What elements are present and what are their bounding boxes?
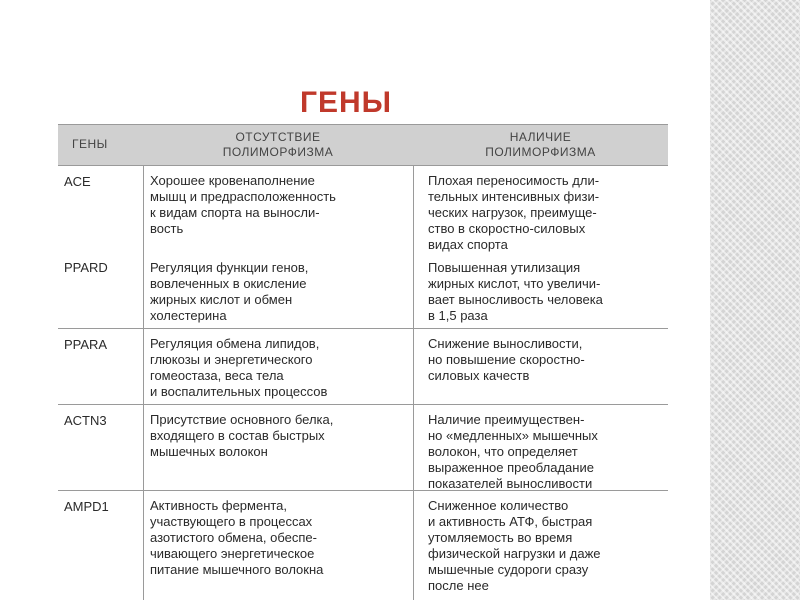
gene-name-cell: PPARA [64,337,108,352]
cell-line: жирных кислот и обмен [150,292,293,307]
gene-name-cell: AMPD1 [64,499,109,514]
cell-line: Снижение выносливости, [428,336,583,351]
header-present [413,125,668,165]
gene-name-cell: ACE [64,174,91,189]
cell-line: мышечных волокон [150,444,268,459]
cell-line: после нее [428,578,489,593]
cell-line: входящего в состав быстрых [150,428,325,443]
cell-line: жирных кислот, что увеличи- [428,276,601,291]
cell-line: но «медленных» мышечных [428,428,598,443]
absent-polymorphism-cell [143,405,413,492]
cell-line: но повышение скоростно- [428,352,585,367]
cell-line: силовых качеств [428,368,530,383]
gene-name-cell: PPARD [64,260,108,275]
header-present-line: НАЛИЧИЕ [509,130,572,144]
cell-line: ство в скоростно-силовых [428,221,586,236]
cell-line: в 1,5 раза [428,308,488,323]
present-polymorphism-cell [413,405,668,492]
table-row [58,166,668,258]
table-row [58,405,668,491]
cell-line: тельных интенсивных физи- [428,189,600,204]
cell-line: гомеостаза, веса тела [150,368,284,383]
absent-polymorphism-cell [143,329,413,404]
genes-table [58,124,668,600]
cell-line: вовлеченных в окисление [150,276,307,291]
table-row [58,258,668,329]
cell-line: азотистого обмена, обеспе- [150,530,317,545]
cell-line: утомляемость во время [428,530,573,545]
header-present-line: ПОЛИМОРФИЗМА [485,145,596,159]
absent-polymorphism-cell [143,258,413,328]
gene-name-cell: ACTN3 [64,413,107,428]
cell-line: Регуляция функции генов, [150,260,309,275]
cell-line: ческих нагрузок, преимуще- [428,205,597,220]
cell-line: и воспалительных процессов [150,384,328,399]
side-pattern-decoration [710,0,800,600]
cell-line: мышц и предрасположенность [150,189,336,204]
header-absent-line: ОТСУТСТВИЕ [235,130,321,144]
header-gene: ГЕНЫ [72,137,108,151]
cell-line: глюкозы и энергетического [150,352,313,367]
present-polymorphism-cell [413,491,668,600]
cell-line: к видам спорта на выносли- [150,205,320,220]
cell-line: мышечные судороги сразу [428,562,589,577]
cell-line: показателей выносливости [428,476,593,491]
absent-polymorphism-cell [143,166,413,258]
table-row [58,329,668,405]
present-polymorphism-cell [413,329,668,404]
cell-line: Регуляция обмена липидов, [150,336,320,351]
cell-line: видах спорта [428,237,508,252]
cell-line: Активность фермента, [150,498,288,513]
cell-line: чивающего энергетическое [150,546,315,561]
present-polymorphism-cell [413,258,668,328]
slide-title: ГЕНЫ [300,86,393,119]
cell-line: Присутствие основного белка, [150,412,334,427]
cell-line: физической нагрузки и даже [428,546,601,561]
absent-polymorphism-cell [143,491,413,600]
cell-line: Сниженное количество [428,498,569,513]
cell-line: выраженное преобладание [428,460,594,475]
cell-line: волокон, что определяет [428,444,578,459]
cell-line: вость [150,221,184,236]
header-absent-line: ПОЛИМОРФИЗМА [222,145,334,159]
table-row [58,491,668,600]
present-polymorphism-cell [413,166,668,258]
table-header-row [58,124,668,166]
cell-line: Наличие преимуществен- [428,412,585,427]
cell-line: участвующего в процессах [150,514,313,529]
cell-line: питание мышечного волокна [150,562,324,577]
cell-line: Хорошее кровенаполнение [150,173,315,188]
cell-line: Плохая переносимость дли- [428,173,600,188]
cell-line: и активность АТФ, быстрая [428,514,593,529]
header-absent [143,125,413,165]
cell-line: холестерина [150,308,227,323]
cell-line: Повышенная утилизация [428,260,581,275]
cell-line: вает выносливость человека [428,292,603,307]
